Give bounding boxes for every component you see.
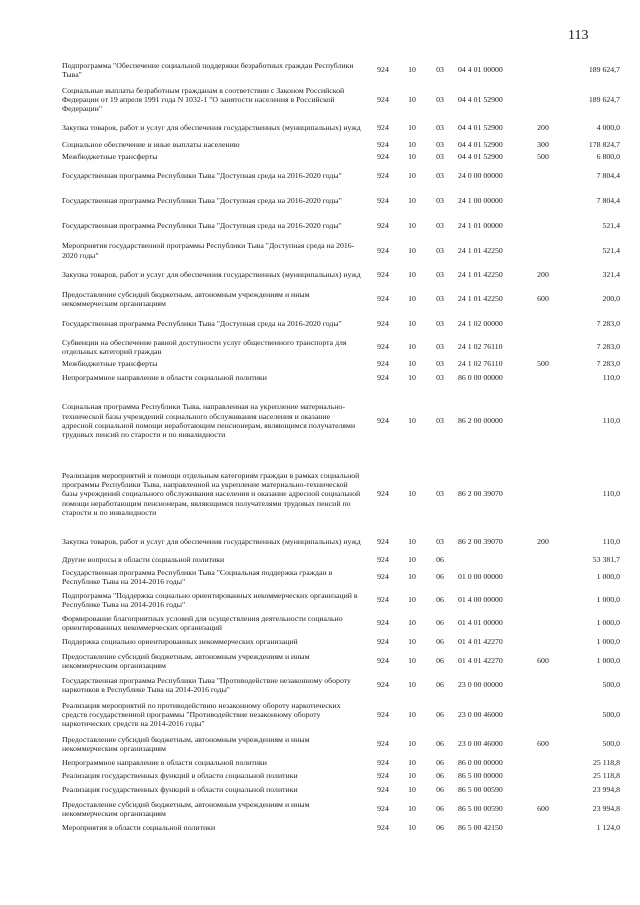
expense-type-code [528, 756, 558, 769]
section-code: 10 [408, 489, 416, 499]
table-row [62, 797, 620, 821]
target-article-code: 24 1 01 42250 [458, 270, 503, 280]
ministry-code: 924 [377, 372, 389, 382]
ministry-code: 924 [377, 595, 389, 605]
row-name: Государственная программа Республики Тыва "Социальная поддержка граждан в Республике Тыва на 2014-2016 годы" [62, 567, 333, 586]
table-row [62, 238, 620, 263]
row-name: Государственная программа Республики Тыва "Противодействие незаконному обороту наркотиков в Республике Тыва на 2014-2016 годы" [62, 675, 351, 694]
row-name: Реализация государственных функций в области социальной политики [62, 770, 298, 780]
section-code: 10 [408, 318, 416, 328]
subsection-code: 03 [436, 140, 444, 150]
target-article-code: 04 4 01 52900 [458, 140, 503, 150]
target-article-code: 01 0 00 00000 [458, 572, 503, 582]
ministry-code: 924 [377, 554, 389, 564]
expense-type-code [528, 336, 558, 358]
amount-value: 110,0 [602, 416, 620, 426]
target-article-code: 01 4 01 42270 [458, 656, 503, 666]
row-name: Непрограммное направление в области социальной политики [62, 757, 267, 767]
target-article-code: 23 0 00 46000 [458, 739, 503, 749]
section-code: 10 [408, 220, 416, 230]
ministry-code: 924 [377, 784, 389, 794]
expense-type-code [528, 769, 558, 782]
amount-value: 500,0 [602, 680, 620, 690]
subsection-code: 03 [436, 359, 444, 369]
amount-value: 7 804,4 [596, 170, 620, 180]
target-article-code: 04 4 01 00000 [458, 65, 503, 75]
amount-value: 189 624,7 [588, 94, 620, 104]
ministry-code: 924 [377, 680, 389, 690]
expense-type-code [528, 82, 558, 117]
table-row [62, 821, 620, 834]
amount-value: 1 000,0 [596, 636, 620, 646]
table-row [62, 634, 620, 649]
section-code: 10 [408, 245, 416, 255]
target-article-code: 23 0 00 00000 [458, 680, 503, 690]
row-name: Другие вопросы в области социальной политики [62, 554, 225, 564]
table-row [62, 756, 620, 769]
section-code: 10 [408, 359, 416, 369]
amount-value: 110,0 [602, 372, 620, 382]
target-article-code: 04 4 01 52900 [458, 94, 503, 104]
target-article-code: 04 4 01 52900 [458, 152, 503, 162]
ministry-code: 924 [377, 65, 389, 75]
section-code: 10 [408, 784, 416, 794]
subsection-code: 03 [436, 123, 444, 133]
subsection-code: 06 [436, 572, 444, 582]
target-article-code: 86 5 00 00590 [458, 804, 503, 814]
table-body [62, 58, 620, 834]
expense-type-code: 300 [537, 140, 549, 150]
target-article-code: 86 5 00 42150 [458, 822, 503, 832]
table-row [62, 117, 620, 139]
target-article-code [454, 553, 528, 566]
section-code: 10 [408, 656, 416, 666]
row-name: Субвенции на обеспечение равной доступности услуг общественного транспорта для отдельных категорий граждан [62, 337, 347, 356]
expense-type-code [528, 673, 558, 697]
table-row [62, 311, 620, 336]
row-name: Мероприятия государственной программы Республики Тыва "Доступная среда на 2016-2020 годы" [62, 241, 355, 260]
target-article-code: 86 2 00 39070 [458, 489, 503, 499]
section-code: 10 [408, 170, 416, 180]
subsection-code: 03 [436, 94, 444, 104]
subsection-code: 03 [436, 220, 444, 230]
ministry-code: 924 [377, 770, 389, 780]
expense-type-code [528, 566, 558, 588]
subsection-code: 06 [436, 680, 444, 690]
expense-type-code: 200 [537, 537, 549, 547]
target-article-code: 01 4 00 00000 [458, 595, 503, 605]
row-name: Предоставление субсидий бюджетным, автономным учреждениям и иным некоммерческим организациям [62, 289, 310, 308]
row-name: Реализация государственных функций в области социальной политики [62, 784, 298, 794]
amount-value: 4 000,0 [596, 123, 620, 133]
target-article-code: 04 4 01 52900 [458, 123, 503, 133]
ministry-code: 924 [377, 572, 389, 582]
table-row [62, 385, 620, 457]
expense-type-code [528, 697, 558, 732]
row-name: Закупка товаров, работ и услуг для обеспечения государственных (муниципальных) нужд [62, 270, 361, 280]
amount-value: 7 283,0 [596, 342, 620, 352]
subsection-code: 03 [436, 416, 444, 426]
section-code: 10 [408, 294, 416, 304]
expense-type-code [528, 385, 558, 457]
section-code: 10 [408, 554, 416, 564]
expense-type-code [528, 634, 558, 649]
table-row [62, 649, 620, 673]
table-row [62, 336, 620, 358]
subsection-code: 03 [436, 170, 444, 180]
subsection-code: 06 [436, 618, 444, 628]
row-name: Предоставление субсидий бюджетным, автономным учреждениям и иным некоммерческим организациям [62, 651, 310, 670]
subsection-code: 03 [436, 65, 444, 75]
expense-type-code [528, 370, 558, 385]
expense-type-code: 200 [537, 123, 549, 133]
row-name: Социальные выплаты безработным гражданам в соответствии с Законом Российской Федерации от 19 апреля 1991 года N 1032-1 "О занятости населения в Российской Федерации" [62, 85, 345, 114]
ministry-code: 924 [377, 152, 389, 162]
row-name: Закупка товаров, работ и услуг для обеспечения государственных (муниципальных) нужд [62, 537, 361, 547]
ministry-code: 924 [377, 342, 389, 352]
amount-value: 7 283,0 [596, 359, 620, 369]
row-name: Государственная программа Республики Тыва "Доступная среда на 2016-2020 годы" [62, 318, 342, 328]
table-row [62, 457, 620, 531]
section-code: 10 [408, 757, 416, 767]
subsection-code: 06 [436, 757, 444, 767]
ministry-code: 924 [377, 739, 389, 749]
ministry-code: 924 [377, 140, 389, 150]
table-row [62, 370, 620, 385]
ministry-code: 924 [377, 359, 389, 369]
expense-type-code [528, 238, 558, 263]
section-code: 10 [408, 680, 416, 690]
target-article-code: 23 0 00 46000 [458, 709, 503, 719]
table-row [62, 263, 620, 287]
table-row [62, 697, 620, 732]
section-code: 10 [408, 739, 416, 749]
table-row [62, 769, 620, 782]
table-row [62, 151, 620, 163]
table-row [62, 213, 620, 238]
expense-type-code [528, 612, 558, 634]
subsection-code: 03 [436, 372, 444, 382]
subsection-code: 06 [436, 709, 444, 719]
target-article-code: 86 5 00 00590 [458, 784, 503, 794]
amount-value: 178 824,7 [588, 140, 620, 150]
amount-value: 6 800,0 [596, 152, 620, 162]
ministry-code: 924 [377, 294, 389, 304]
ministry-code: 924 [377, 618, 389, 628]
target-article-code: 01 4 01 42270 [458, 636, 503, 646]
ministry-code: 924 [377, 656, 389, 666]
ministry-code: 924 [377, 170, 389, 180]
subsection-code: 06 [436, 554, 444, 564]
section-code: 10 [408, 342, 416, 352]
amount-value: 500,0 [602, 709, 620, 719]
subsection-code: 06 [436, 770, 444, 780]
expense-type-code [528, 821, 558, 834]
subsection-code: 06 [436, 656, 444, 666]
amount-value: 53 381,7 [592, 554, 620, 564]
table-row [62, 782, 620, 797]
amount-value: 1 000,0 [596, 656, 620, 666]
subsection-code: 03 [436, 270, 444, 280]
subsection-code: 06 [436, 636, 444, 646]
section-code: 10 [408, 537, 416, 547]
row-name: Закупка товаров, работ и услуг для обеспечения государственных (муниципальных) нужд [62, 123, 361, 133]
subsection-code: 06 [436, 739, 444, 749]
amount-value: 521,4 [602, 220, 620, 230]
section-code: 10 [408, 636, 416, 646]
amount-value: 1 124,0 [596, 822, 620, 832]
amount-value: 189 624,7 [588, 65, 620, 75]
expense-type-code [528, 782, 558, 797]
subsection-code: 03 [436, 245, 444, 255]
subsection-code: 03 [436, 342, 444, 352]
row-name: Подпрограмма "Обеспечение социальной поддержки безработных граждан Республики Тыва" [62, 60, 354, 79]
row-name: Реализация мероприятий по противодействию незаконному обороту наркотических средств государственной программы "Противодействие незаконному обороту наркотических средств на 2014-2016 годы" [62, 700, 341, 729]
table-row [62, 358, 620, 370]
expense-type-code [528, 58, 558, 82]
target-article-code: 24 1 01 00000 [458, 220, 503, 230]
expense-type-code: 600 [537, 804, 549, 814]
section-code: 10 [408, 152, 416, 162]
amount-value: 23 994,8 [592, 804, 620, 814]
section-code: 10 [408, 372, 416, 382]
table-row [62, 566, 620, 588]
table-row [62, 163, 620, 188]
table-row [62, 531, 620, 553]
page-number: 113 [568, 28, 589, 43]
section-code: 10 [408, 195, 416, 205]
table-row [62, 287, 620, 311]
ministry-code: 924 [377, 537, 389, 547]
expense-type-code [528, 213, 558, 238]
amount-value: 7 283,0 [596, 318, 620, 328]
expense-type-code: 500 [537, 359, 549, 369]
target-article-code: 24 1 00 00000 [458, 195, 503, 205]
expense-type-code [528, 311, 558, 336]
expense-type-code [528, 163, 558, 188]
ministry-code: 924 [377, 636, 389, 646]
target-article-code: 86 5 00 00000 [458, 770, 503, 780]
table-row [62, 82, 620, 117]
amount-value: 500,0 [602, 739, 620, 749]
target-article-code: 24 1 01 42250 [458, 294, 503, 304]
amount-value: 1 000,0 [596, 572, 620, 582]
expense-type-code: 200 [537, 270, 549, 280]
row-name: Подпрограмма "Поддержка социально ориентированных некоммерческих организаций в Республике Тыва на 2014-2016 годы" [62, 590, 358, 609]
table-row [62, 673, 620, 697]
amount-value: 521,4 [602, 245, 620, 255]
subsection-code: 03 [436, 537, 444, 547]
amount-value: 7 804,4 [596, 195, 620, 205]
target-article-code: 24 1 02 00000 [458, 318, 503, 328]
ministry-code: 924 [377, 709, 389, 719]
ministry-code: 924 [377, 195, 389, 205]
row-name: Предоставление субсидий бюджетным, автономным учреждениям и иным некоммерческим организациям [62, 734, 310, 753]
row-name: Формирование благоприятных условий для осуществления деятельности социально ориентированных некоммерческих организаций [62, 613, 343, 632]
target-article-code: 86 2 00 00000 [458, 416, 503, 426]
section-code: 10 [408, 618, 416, 628]
target-article-code: 86 2 00 39070 [458, 537, 503, 547]
target-article-code: 86 0 00 00000 [458, 372, 503, 382]
section-code: 10 [408, 140, 416, 150]
amount-value: 321,4 [602, 270, 620, 280]
subsection-code: 03 [436, 294, 444, 304]
ministry-code: 924 [377, 220, 389, 230]
subsection-code: 06 [436, 804, 444, 814]
amount-value: 110,0 [602, 489, 620, 499]
section-code: 10 [408, 65, 416, 75]
ministry-code: 924 [377, 245, 389, 255]
expense-type-code [528, 588, 558, 612]
target-article-code: 86 0 00 00000 [458, 757, 503, 767]
expense-type-code: 600 [537, 656, 549, 666]
section-code: 10 [408, 770, 416, 780]
table-row [62, 58, 620, 82]
section-code: 10 [408, 709, 416, 719]
ministry-code: 924 [377, 270, 389, 280]
table-row [62, 732, 620, 756]
row-name: Непрограммное направление в области социальной политики [62, 372, 267, 382]
ministry-code: 924 [377, 804, 389, 814]
row-name: Реализация мероприятий и помощи отдельным категориям граждан в рамках социальной программы Республики Тыва, направленной на укрепление материально-технической базы учреждений социального обслуживания населения и оказание адресной социальной помощи неработающим пенсионерам, являющимся получателями трудовых пенсий по старости и по инвалидности [62, 470, 361, 517]
row-name: Государственная программа Республики Тыва "Доступная среда на 2016-2020 годы" [62, 170, 342, 180]
section-code: 10 [408, 123, 416, 133]
ministry-code: 924 [377, 822, 389, 832]
row-name: Поддержка социально ориентированных некоммерческих организаций [62, 636, 298, 646]
row-name: Мероприятия в области социальной политики [62, 822, 216, 832]
target-article-code: 24 1 02 76110 [458, 342, 503, 352]
target-article-code: 24 1 02 76110 [458, 359, 503, 369]
section-code: 10 [408, 804, 416, 814]
expense-type-code [528, 188, 558, 213]
ministry-code: 924 [377, 489, 389, 499]
expense-type-code: 500 [537, 152, 549, 162]
expense-type-code [528, 457, 558, 531]
row-name: Государственная программа Республики Тыва "Доступная среда на 2016-2020 годы" [62, 195, 342, 205]
table-row [62, 188, 620, 213]
subsection-code: 03 [436, 152, 444, 162]
amount-value: 25 118,8 [593, 770, 620, 780]
subsection-code: 06 [436, 595, 444, 605]
expense-type-code [528, 553, 558, 566]
section-code: 10 [408, 94, 416, 104]
amount-value: 200,0 [602, 294, 620, 304]
target-article-code: 24 0 00 00000 [458, 170, 503, 180]
expense-type-code: 600 [537, 294, 549, 304]
ministry-code: 924 [377, 318, 389, 328]
row-name: Предоставление субсидий бюджетным, автономным учреждениям и иным некоммерческим организациям [62, 799, 310, 818]
ministry-code: 924 [377, 94, 389, 104]
amount-value: 1 000,0 [596, 595, 620, 605]
ministry-code: 924 [377, 123, 389, 133]
ministry-code: 924 [377, 416, 389, 426]
subsection-code: 03 [436, 489, 444, 499]
table-row [62, 588, 620, 612]
row-name: Межбюджетные трансферты [62, 152, 158, 162]
amount-value: 1 000,0 [596, 618, 620, 628]
expense-type-code: 600 [537, 739, 549, 749]
target-article-code: 01 4 01 00000 [458, 618, 503, 628]
section-code: 10 [408, 416, 416, 426]
subsection-code: 03 [436, 195, 444, 205]
amount-value: 110,0 [602, 537, 620, 547]
amount-value: 23 994,8 [592, 784, 620, 794]
amount-value: 25 118,8 [593, 757, 620, 767]
table-row [62, 553, 620, 566]
section-code: 10 [408, 822, 416, 832]
budget-table [62, 58, 620, 834]
row-name: Межбюджетные трансферты [62, 359, 158, 369]
row-name: Государственная программа Республики Тыва "Доступная среда на 2016-2020 годы" [62, 220, 342, 230]
table-row [62, 139, 620, 151]
section-code: 10 [408, 270, 416, 280]
ministry-code: 924 [377, 757, 389, 767]
section-code: 10 [408, 572, 416, 582]
row-name: Социальная программа Республики Тыва, направленная на укрепление материально-технической базы учреждений социального обслуживания населения и оказание адресной социальной помощи неработающим пенсионерам, являющимся получателями трудовых пенсий по старости и по инвалидности [62, 402, 356, 440]
subsection-code: 03 [436, 318, 444, 328]
subsection-code: 06 [436, 822, 444, 832]
target-article-code: 24 1 01 42250 [458, 245, 503, 255]
subsection-code: 06 [436, 784, 444, 794]
section-code: 10 [408, 595, 416, 605]
table-row [62, 612, 620, 634]
row-name: Социальное обеспечение и иные выплаты населению [62, 140, 240, 150]
